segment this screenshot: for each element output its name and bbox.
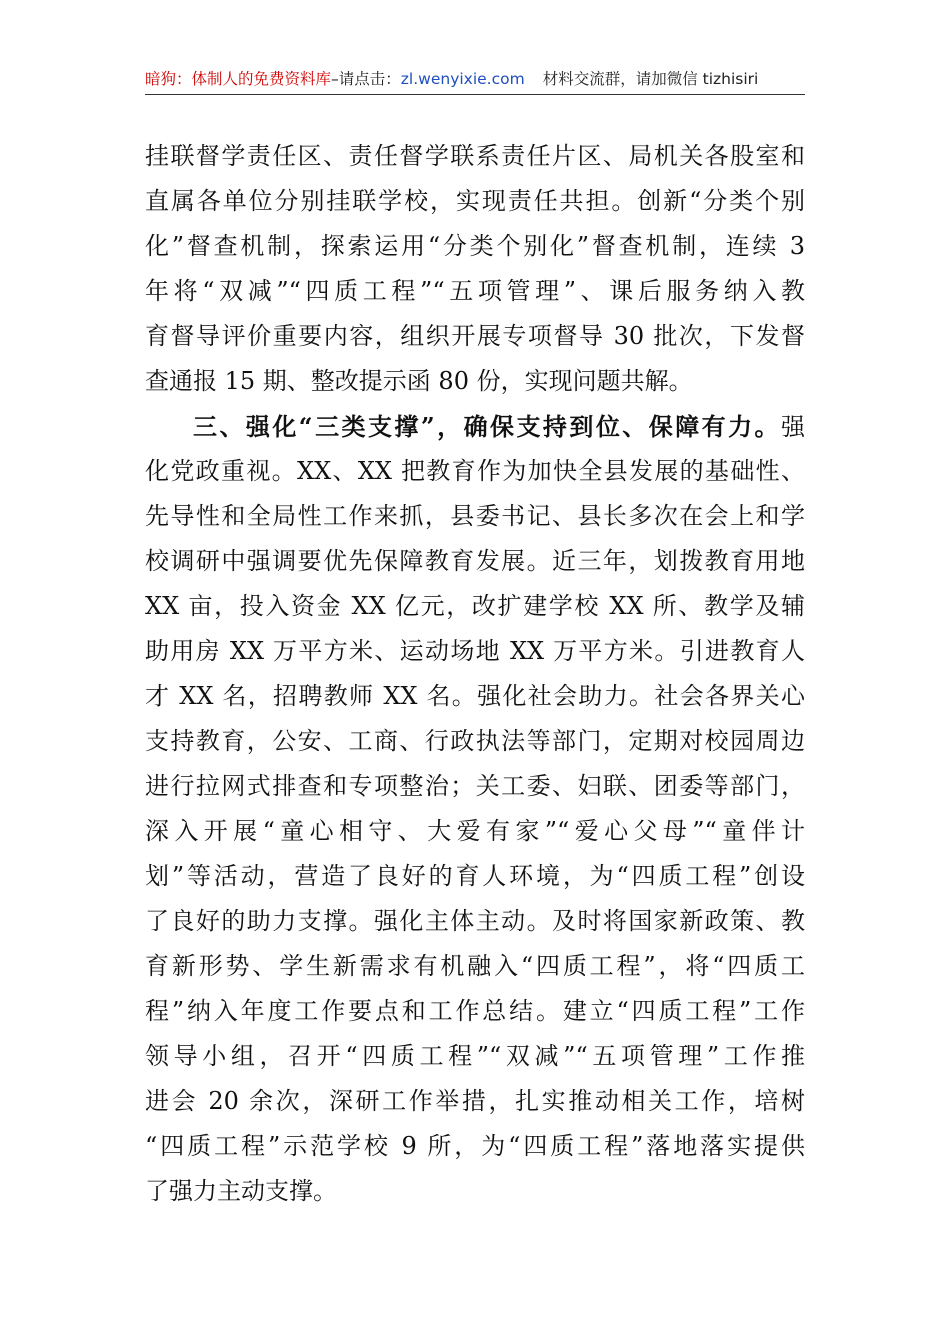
- paragraph-1-line: 挂联督学责任区、责任督学联系责任片区、局机关各股室和: [145, 142, 805, 170]
- section-heading: 三、强化“三类支撑”，确保支持到位、保障有力。: [193, 412, 781, 441]
- header-click-prompt: –请点击：: [331, 70, 401, 88]
- paragraph-1: [145, 134, 805, 404]
- paragraph-2-line: “四质工程”示范学校 9 所，为“四质工程”落地落实提供: [145, 1132, 805, 1160]
- header-wechat-note: 材料交流群，请加微信 tizhisiri: [542, 70, 759, 88]
- paragraph-2-line: 划”等活动，营造了良好的育人环境，为“四质工程”创设: [145, 862, 805, 890]
- paragraph-2-line: 深入开展“童心相守、大爱有家”“爱心父母”“童伴计: [145, 817, 805, 845]
- paragraph-2-line: 领导小组，召开“四质工程”“双减”“五项管理”工作推: [145, 1042, 805, 1070]
- paragraph-2-line: XX 亩，投入资金 XX 亿元，改扩建学校 XX 所、教学及辅: [145, 592, 805, 620]
- paragraph-2-line: 了强力主动支撑。: [145, 1177, 337, 1205]
- paragraph-2-line: 支持教育，公安、工商、行政执法等部门，定期对校园周边: [145, 727, 805, 755]
- paragraph-1-line: 年将“双减”“四质工程”“五项管理”、课后服务纳入教: [145, 277, 805, 305]
- paragraph-2-line: 了良好的助力支撑。强化主体主动。及时将国家新政策、教: [145, 907, 805, 935]
- paragraph-2-first-line: [145, 404, 805, 449]
- paragraph-2-line: 进行拉网式排查和专项整治；关工委、妇联、团委等部门，: [145, 772, 805, 800]
- page-header: [145, 66, 805, 95]
- paragraph-2-line: 先导性和全局性工作来抓，县委书记、县长多次在会上和学: [145, 502, 805, 530]
- paragraph-1-line: 查通报 15 期、整改提示函 80 份，实现问题共解。: [145, 367, 693, 395]
- paragraph-2-line: 化党政重视。XX、XX 把教育作为加快全县发展的基础性、: [145, 457, 805, 485]
- paragraph-1-line: 育督导评价重要内容，组织开展专项督导 30 批次，下发督: [145, 322, 805, 350]
- paragraph-2-line: 校调研中强调要优先保障教育发展。近三年，划拨教育用地: [145, 547, 805, 575]
- header-site-name: 暗狗：体制人的免费资料库: [145, 70, 332, 88]
- paragraph-2-line: 进会 20 余次，深研工作举措，扎实推动相关工作，培树: [145, 1087, 805, 1115]
- paragraph-1-line: 直属各单位分别挂联学校，实现责任共担。创新“分类个别: [145, 187, 805, 215]
- document-body: [145, 134, 805, 1214]
- paragraph-2-line: 助用房 XX 万平方米、运动场地 XX 万平方米。引进教育人: [145, 637, 805, 665]
- paragraph-2-first-line-rest: 强: [781, 413, 805, 441]
- paragraph-2-line: 程”纳入年度工作要点和工作总结。建立“四质工程”工作: [145, 997, 805, 1025]
- paragraph-2: [145, 404, 805, 1214]
- paragraph-1-line: 化”督查机制，探索运用“分类个别化”督查机制，连续 3: [145, 232, 805, 260]
- paragraph-2-line: 才 XX 名，招聘教师 XX 名。强化社会助力。社会各界关心: [145, 682, 805, 710]
- header-url-link[interactable]: zl.wenyixie.com: [400, 70, 525, 88]
- paragraph-2-line: 育新形势、学生新需求有机融入“四质工程”，将“四质工: [145, 952, 805, 980]
